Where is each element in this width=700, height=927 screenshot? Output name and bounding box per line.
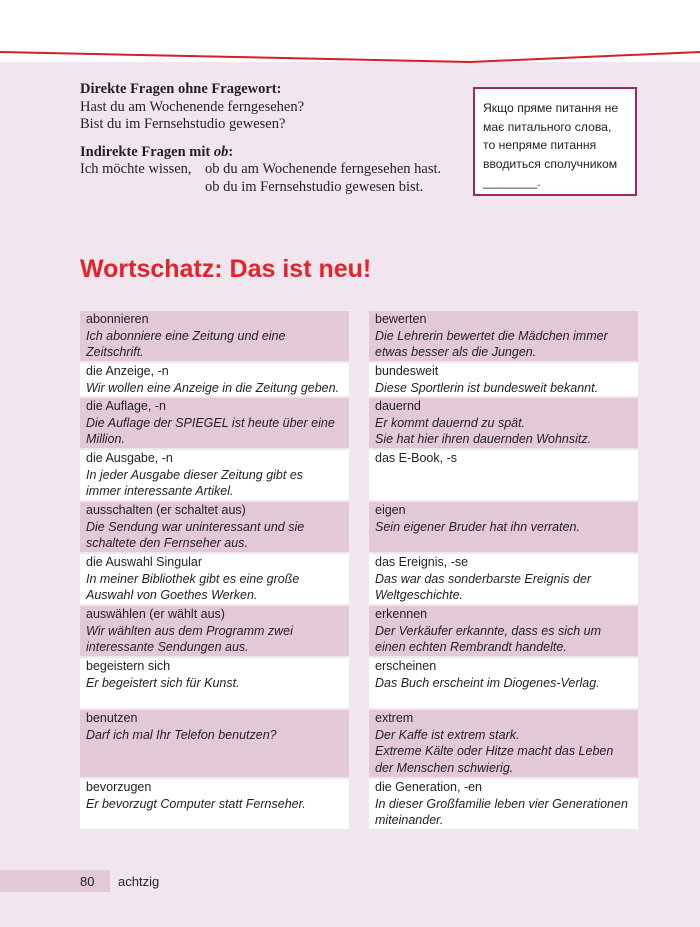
- vocab-example-line: Weltgeschichte.: [375, 588, 464, 602]
- vocab-example-line: miteinander.: [375, 813, 444, 827]
- note-line: вводиться сполучником: [483, 156, 618, 171]
- vocab-example-line: Zeitschrift.: [86, 345, 144, 359]
- vocab-example-line: schaltete den Fernseher aus.: [86, 536, 248, 550]
- vocab-example-line: Das war das sonderbarste Ereignis der: [375, 571, 592, 586]
- indirect-heading-keyword: ob: [213, 143, 229, 160]
- note-line: Якщо пряме питання не: [483, 101, 619, 115]
- indirect-question-row: [80, 161, 460, 179]
- indirect-heading-text: Indirekte Fragen mit: [80, 143, 214, 160]
- vocab-word: erscheinen: [375, 659, 437, 673]
- vocab-entry: [369, 363, 638, 396]
- indirect-question-line: ob du im Fernsehstudio gewesen bist.: [205, 178, 424, 195]
- vocab-example-line: Extreme Kälte oder Hitze macht das Leben: [375, 744, 614, 758]
- vocab-example-line: Darf ich mal Ihr Telefon benutzen?: [86, 727, 277, 742]
- vocab-example-line: Million.: [86, 432, 125, 446]
- vocab-example-line: interessante Sendungen aus.: [86, 640, 249, 654]
- vocab-example-line: Diese Sportlerin ist bundesweit bekannt.: [375, 380, 599, 395]
- vocab-example-line: Sein eigener Bruder hat ihn verraten.: [375, 519, 580, 534]
- vocab-entry: [80, 450, 349, 500]
- vocab-word: eigen: [375, 503, 406, 517]
- vocab-entry: [369, 398, 638, 448]
- indirect-question-row: [80, 179, 460, 197]
- vocab-word: das E-Book, -s: [375, 451, 457, 465]
- vocab-example-line: immer interessante Artikel.: [86, 484, 234, 498]
- vocab-example-line: In dieser Großfamilie leben vier Generationen: [375, 796, 628, 811]
- page-number: 80: [80, 874, 95, 889]
- section-title: Wortschatz: Das ist neu!: [80, 255, 372, 283]
- vocab-entry: [80, 502, 349, 552]
- vocab-example-line: In meiner Bibliothek gibt es eine große: [86, 571, 300, 586]
- vocab-word: das Ereignis, -se: [375, 555, 469, 569]
- vocab-entry: [369, 311, 638, 361]
- vocab-word: erkennen: [375, 607, 428, 621]
- vocab-word: die Ausgabe, -n: [86, 451, 173, 465]
- direct-questions-heading: Direkte Fragen ohne Fragewort:: [80, 81, 282, 97]
- vocab-example-line: Ich abonniere eine Zeitung und eine: [86, 328, 286, 343]
- vocab-word: benutzen: [86, 711, 138, 725]
- vocab-example-line: In jeder Ausgabe dieser Zeitung gibt es: [86, 467, 304, 482]
- vocab-entry: [369, 554, 638, 604]
- vocab-example-line: Die Lehrerin bewertet die Mädchen immer: [375, 328, 608, 343]
- vocab-example-line: Die Auflage der SPIEGEL ist heute über eine: [86, 415, 335, 430]
- vocab-column-right: [369, 311, 638, 831]
- note-blank-line: ________.: [483, 175, 541, 189]
- vocab-entry: [80, 363, 349, 396]
- direct-question-line: Bist du im Fernsehstudio gewesen?: [80, 116, 286, 132]
- top-red-rule: [0, 0, 700, 70]
- vocab-entry: [369, 658, 638, 708]
- vocab-entry: [80, 311, 349, 361]
- grammar-note-box: [473, 87, 637, 196]
- direct-question-line: Hast du am Wochenende ferngesehen?: [80, 98, 305, 115]
- vocab-entry: [80, 658, 349, 708]
- vocab-entry: [369, 606, 638, 656]
- vocab-word: begeistern sich: [86, 659, 171, 673]
- vocab-example-line: Er kommt dauernd zu spät.: [375, 415, 526, 430]
- vocab-entry: [369, 502, 638, 552]
- vocab-word: die Auswahl Singular: [86, 555, 203, 569]
- vocab-word: bevorzugen: [86, 780, 152, 794]
- indirect-question-line: ob du am Wochenende ferngesehen hast.: [205, 161, 442, 177]
- vocab-entry: [369, 450, 638, 500]
- indirect-lead: Ich möchte wissen,: [80, 161, 192, 177]
- vocab-entry: [369, 779, 638, 829]
- vocab-example-line: Er begeistert sich für Kunst.: [86, 675, 240, 690]
- vocab-column-left: [80, 311, 349, 831]
- vocab-example-line: etwas besser als die Jungen.: [375, 345, 537, 359]
- indirect-heading-colon: :: [228, 143, 234, 160]
- vocab-example-line: Sie hat hier ihren dauernden Wohnsitz.: [375, 432, 592, 446]
- vocab-example-line: Wir wählten aus dem Programm zwei: [86, 623, 293, 638]
- vocab-word: abonnieren: [86, 312, 149, 326]
- vocab-example-line: Er bevorzugt Computer statt Fernseher.: [86, 796, 306, 811]
- grammar-block: [80, 81, 460, 196]
- vocab-word: die Auflage, -n: [86, 399, 166, 413]
- vocab-example-line: Auswahl von Goethes Werken.: [86, 588, 258, 602]
- note-line: то непряме питання: [483, 138, 597, 152]
- vocab-example-line: einen echten Rembrandt handelte.: [375, 640, 567, 654]
- vocab-entry: [80, 554, 349, 604]
- vocab-entry: [369, 710, 638, 777]
- vocab-word: bewerten: [375, 312, 427, 326]
- vocab-example-line: Die Sendung war uninteressant und sie: [86, 519, 305, 534]
- vocab-word: bundesweit: [375, 364, 439, 378]
- vocab-word: extrem: [375, 711, 414, 725]
- indirect-questions-heading: [80, 144, 460, 162]
- vocab-entry: [80, 398, 349, 448]
- vocab-entry: [80, 779, 349, 829]
- vocab-word: auswählen (er wählt aus): [86, 607, 225, 621]
- vocab-example-line: Das Buch erscheint im Diogenes-Verlag.: [375, 675, 600, 690]
- vocab-word: dauernd: [375, 399, 421, 413]
- vocab-entry: [80, 710, 349, 777]
- vocab-example-line: der Menschen schwierig.: [375, 760, 514, 775]
- vocab-example-line: Der Verkäufer erkannte, dass es sich um: [375, 623, 602, 638]
- vocab-entry: [80, 606, 349, 656]
- vocab-example-line: Wir wollen eine Anzeige in die Zeitung geben.: [86, 380, 340, 395]
- note-line: має питального слова,: [483, 119, 612, 134]
- vocab-word: ausschalten (er schaltet aus): [86, 503, 246, 517]
- page-number-word: achtzig: [118, 874, 160, 889]
- vocab-word: die Anzeige, -n: [86, 364, 169, 378]
- vocab-word: die Generation, -en: [375, 780, 483, 794]
- vocab-example-line: Der Kaffe ist extrem stark.: [375, 727, 520, 742]
